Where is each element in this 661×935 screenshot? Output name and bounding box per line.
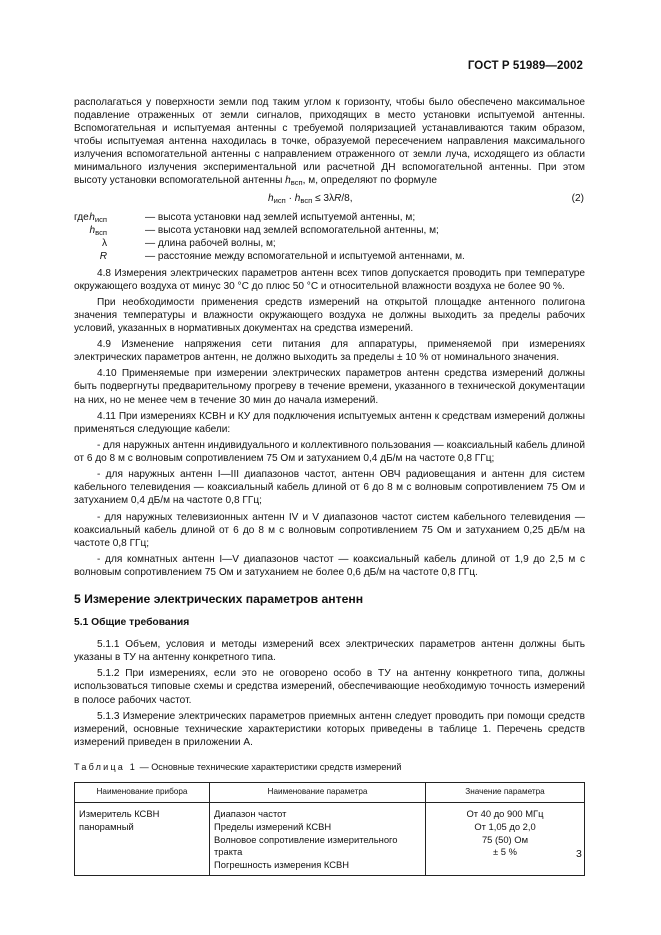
- definition-text: — длина рабочей волны, м;: [145, 238, 276, 250]
- list-item-cable-2: - для наружных антенн I—III диапазонов частот, антенн ОВЧ радиовещания и антенн для систем кабельного телевидения — коаксиальный кабель длиной от 6 до 8 м с волновым сопротивлением 75 Ом и затуханием 0,4 дБ/м на частоте 0,8 ГГц;: [74, 469, 585, 507]
- page-content: [74, 96, 585, 876]
- formula-number: (2): [571, 193, 584, 205]
- definition-row: [74, 224, 585, 237]
- list-item-cable-1: - для наружных антенн индивидуального и коллективного пользования — коаксиальный кабель длиной от 6 до 8 м с волновым сопротивлением 75 Ом и затуханием 0,4 дБ/м на частоте 0,8 ГГц;: [74, 440, 585, 465]
- definition-text: — расстояние между вспомогательной и испытуемой антеннами, м.: [145, 251, 465, 263]
- def-subscript: всп: [95, 228, 107, 238]
- def-symbol: h: [89, 225, 96, 237]
- cell-values: [426, 802, 585, 875]
- paragraph-continuation: [74, 96, 585, 187]
- subscript: всп: [290, 178, 303, 188]
- list-item-cable-3: - для наружных телевизионных антенн IV и V диапазонов частот систем кабельного телевидения — коаксиальный кабель длиной от 6 до 8 м с волновым сопротивлением 75 Ом и затуханием 0,25 дБ/м на частоте 0,8 ГГц;: [74, 511, 585, 549]
- formula-2: [74, 191, 585, 207]
- formula-h2: h: [294, 193, 301, 205]
- paragraph-5-1-2: 5.1.2 При измерениях, если это не оговорено особо в ТУ на антенну конкретного типа, должны использоваться типовые схемы и средства измерений, обеспечивающие необходимую точность измерений в полосе рабочих частот.: [74, 668, 585, 706]
- def-symbol: h: [89, 212, 95, 224]
- paragraph-4-10: 4.10 Применяемые при измерении электрических параметров антенн средства измерений должны быть подвергнуты предварительному прогреву в течение времени, указанного в технической документации на них, но не менее чем в течение 30 мин до начала измерений.: [74, 368, 585, 406]
- definition-row: [74, 237, 585, 250]
- document-code: ГОСТ Р 51989—2002: [467, 60, 583, 72]
- parameter-value: От 1,05 до 2,0: [474, 820, 536, 832]
- paragraph-text: располагаться у поверхности земли под таким углом к горизонту, чтобы было обеспечено максимальное подавление отраженных от земли сигналов, приходящих в место установки испытуемой антенны. Вспомогательная и испытуемая антенны с требуемой поляризацией устанавливаются таким образом, чтобы испытуемая антенна находилась в точке, образуемой пересечением направления максимального излучения вспомогательной антенны с направлением отраженного от земли луча, исходящего из области минимального излучения экспериментальной или расчетной ДН вспомогательной антенны. При этом высоту установки вспомогательной антенны: [74, 97, 585, 187]
- parameter-name: Погрешность измерения КСВН: [214, 859, 350, 871]
- def-symbol: R: [99, 251, 107, 263]
- cell-device: [75, 802, 210, 875]
- formula-lambda: λ: [329, 193, 335, 205]
- device-name-line: Измеритель КСВН: [79, 807, 160, 819]
- formula-relation: ≤ 3: [312, 193, 330, 205]
- parameter-name: Диапазон частот: [214, 807, 287, 819]
- parameter-value: 75 (50) Ом: [481, 833, 529, 845]
- subsection-5-1-title: 5.1 Общие требования: [74, 617, 190, 629]
- symbol-h: h: [285, 175, 291, 187]
- list-item-cable-4: - для комнатных антенн I—V диапазонов частот — коаксиальный кабель длиной от 1,9 до 2,5 м с волновым сопротивлением 75 Ом и затуханием не более 0,6 дБ/м на частоте 0,8 ГГц.: [74, 553, 585, 578]
- parameter-name: Пределы измерений КСВН: [214, 820, 332, 832]
- paragraph-5-1-1: 5.1.1 Объем, условия и методы измерений всех электрических параметров антенн должны быть указаны в ТУ на антенну конкретного типа.: [74, 639, 585, 664]
- formula-separator: ·: [285, 193, 295, 205]
- section-5-title: 5 Измерение электрических параметров антенн: [74, 592, 364, 607]
- def-subscript: исп: [94, 215, 107, 225]
- paragraph-tail: , м, определяют по формуле: [302, 175, 437, 187]
- formula-h1: h: [268, 193, 274, 205]
- device-name-line: панорамный: [79, 820, 134, 832]
- table-row: [75, 802, 585, 875]
- definition-text: — высота установки над землей испытуемой антенны, м;: [145, 212, 416, 224]
- table-header-row: [75, 782, 585, 802]
- table-caption-text: — Основные технические характеристики средств измерений: [137, 761, 402, 772]
- cell-parameters: [210, 802, 426, 875]
- table-caption-label: Таблица 1: [74, 761, 138, 772]
- paragraph-4-8-b: При необходимости применения средств измерений на открытой площадке антенного полигона значения температуры и влажности окружающего воздуха не должны выходить за пределы рабочих условий, указанных в нормативных документах на средства измерений.: [74, 296, 585, 334]
- column-header-value: Значение параметра: [426, 782, 585, 802]
- definition-row: гдеh$_{исп}$ — высота установки над землей испытуемой антенны, м;: [74, 212, 416, 225]
- paragraph-4-11: 4.11 При измерениях КСВН и КУ для подключения испытуемых антенн к средствам измерений должны применяться следующие кабели:: [74, 410, 585, 435]
- parameter-name: Волновое сопротивление измерительного тракта: [214, 833, 398, 858]
- table-caption: [74, 761, 585, 774]
- formula-tail: /8,: [341, 193, 353, 205]
- formula-h1-sub: исп: [273, 196, 286, 206]
- table-measurement-instruments: [74, 782, 585, 876]
- paragraph-4-8: 4.8 Измерения электрических параметров антенн всех типов допускается проводить при температуре окружающего воздуха от минус 30 °С до плюс 50 °С и относительной влажности воздуха не более 90 %.: [74, 267, 585, 292]
- formula-r: R: [334, 193, 342, 205]
- column-header-device: Наименование прибора: [75, 782, 210, 802]
- def-symbol: λ: [101, 238, 107, 250]
- paragraph-5-1-3: 5.1.3 Измерение электрических параметров приемных антенн следует проводить при помощи средств измерений, основные технические характеристики которых приведены в таблице 1. Перечень средств измерений приведен в приложении А.: [74, 710, 585, 748]
- formula-h2-sub: всп: [300, 196, 313, 206]
- column-header-parameter: Наименование параметра: [210, 782, 426, 802]
- parameter-value: От 40 до 900 МГц: [466, 807, 544, 819]
- parameter-value: ± 5 %: [493, 846, 517, 858]
- formula-definitions: [74, 211, 585, 263]
- definition-text: — высота установки над землей вспомогательной антенны, м;: [145, 225, 439, 237]
- definition-row: [74, 250, 585, 263]
- paragraph-4-9: 4.9 Изменение напряжения сети питания для аппаратуры, применяемой при измерениях электрических параметров антенн, не должно выходить за пределы ± 10 % от номинального значения.: [74, 339, 585, 364]
- formula-expression: [268, 192, 353, 205]
- page-number: 3: [576, 848, 582, 860]
